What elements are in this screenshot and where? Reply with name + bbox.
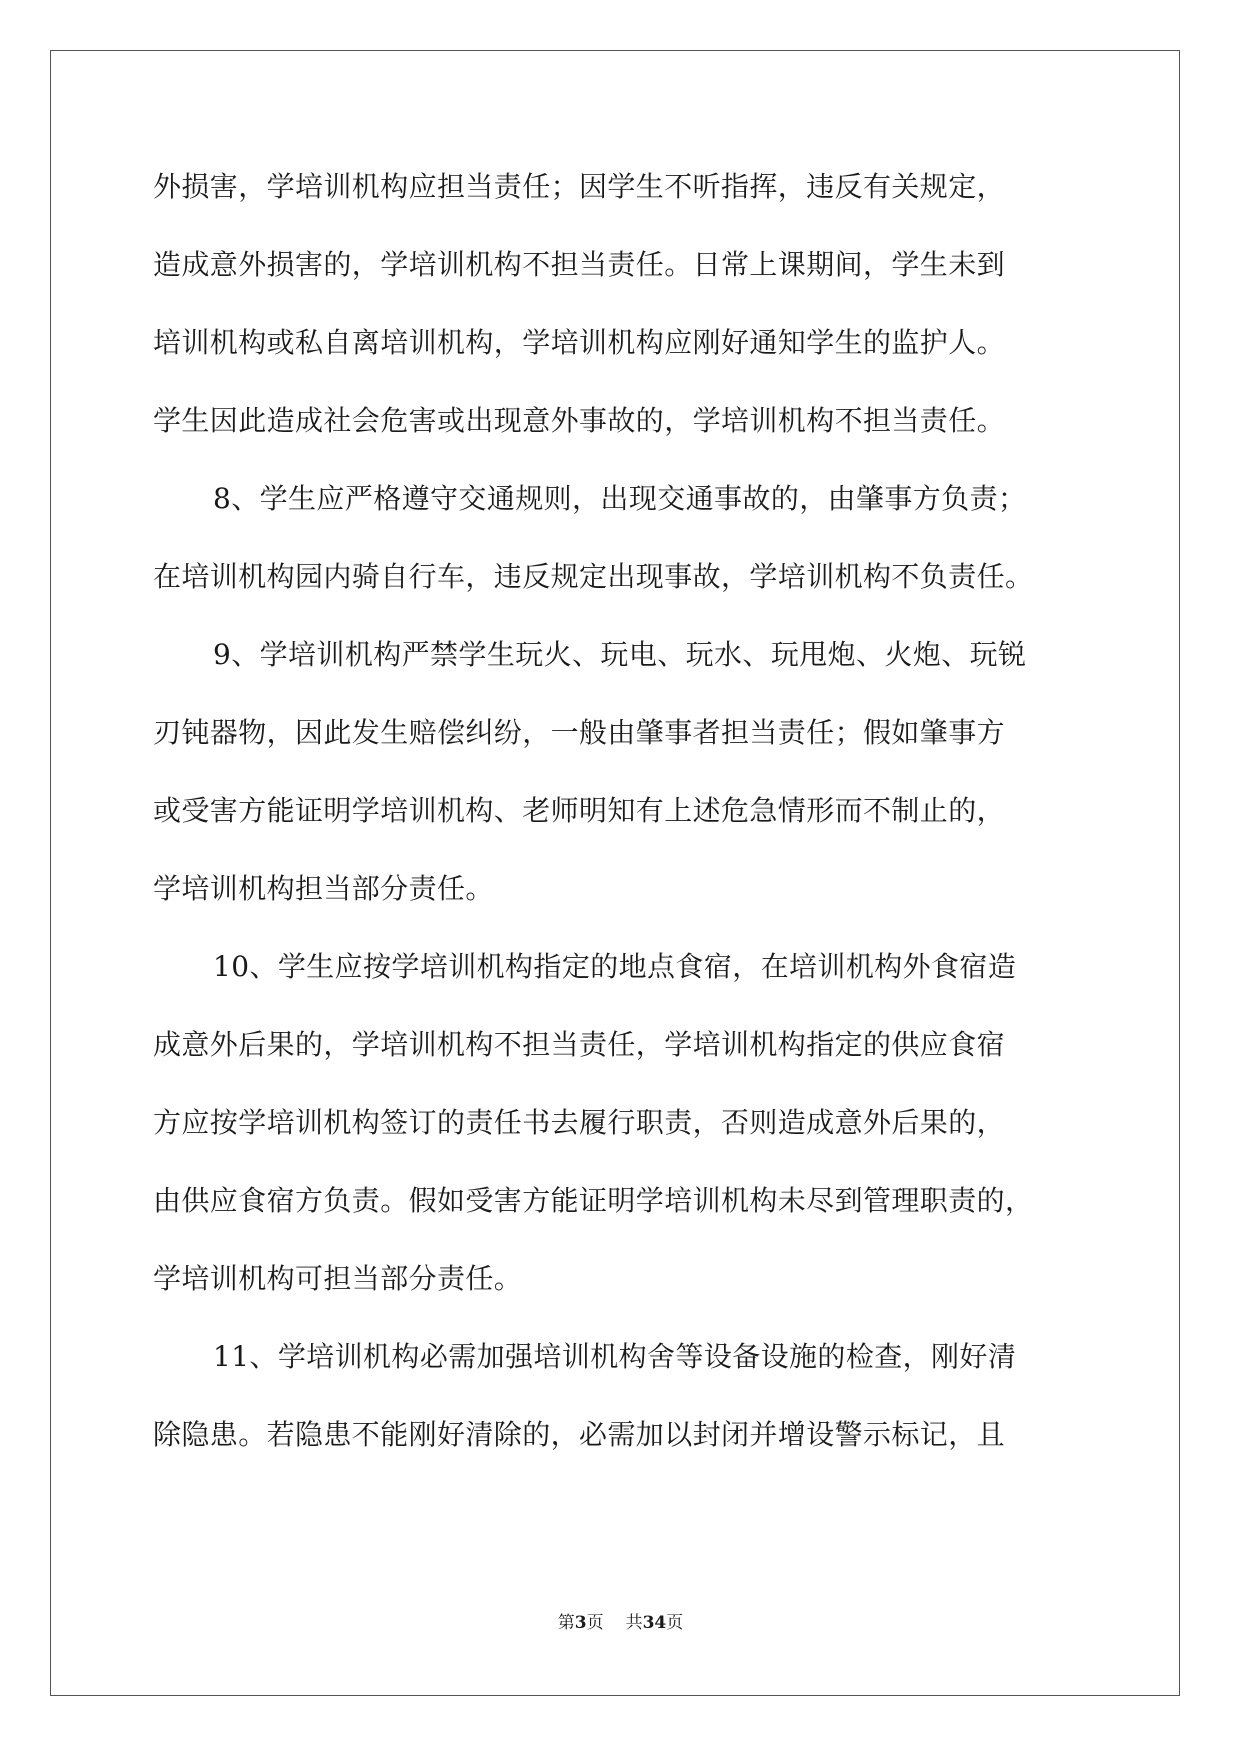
text-line: 培训机构或私自离培训机构，学培训机构应刚好通知学生的监护人。 xyxy=(153,326,1006,359)
paragraph-10-start: 10、学生应按学培训机构指定的地点食宿，在培训机构外食宿造 xyxy=(213,950,1017,983)
text-line: 在培训机构园内骑自行车，违反规定出现事故，学培训机构不负责任。 xyxy=(153,560,1034,593)
page-suffix: 页 xyxy=(586,1613,604,1633)
text-line: 外损害，学培训机构应担当责任；因学生不听指挥，违反有关规定， xyxy=(153,170,1006,203)
total-suffix: 页 xyxy=(666,1613,684,1633)
text-line: 除隐患。若隐患不能刚好清除的，必需加以封闭并增设警示标记，且 xyxy=(153,1418,1006,1451)
text-line: 成意外后果的，学培训机构不担当责任，学培训机构指定的供应食宿 xyxy=(153,1028,1006,1061)
total-prefix: 共 xyxy=(625,1613,643,1633)
text-line: 学培训机构可担当部分责任。 xyxy=(153,1262,523,1295)
text-line: 学培训机构担当部分责任。 xyxy=(153,872,494,905)
text-line: 刃钝器物，因此发生赔偿纠纷，一般由肇事者担当责任；假如肇事方 xyxy=(153,716,1006,749)
text-line: 由供应食宿方负责。假如受害方能证明学培训机构未尽到管理职责的， xyxy=(153,1184,1034,1217)
page-number: 3 xyxy=(574,1613,587,1633)
paragraph-11-start: 11、学培训机构必需加强培训机构舍等设备设施的检查，刚好清 xyxy=(213,1340,1017,1373)
page-footer xyxy=(0,1612,1241,1634)
text-line: 方应按学培训机构签订的责任书去履行职责，否则造成意外后果的， xyxy=(153,1106,1006,1139)
text-line: 造成意外损害的，学培训机构不担当责任。日常上课期间，学生未到 xyxy=(153,248,1006,281)
paragraph-8-start: 8、学生应严格遵守交通规则，出现交通事故的，由肇事方负责； xyxy=(213,482,1027,515)
page-prefix: 第 xyxy=(557,1613,575,1633)
paragraph-9-start: 9、学培训机构严禁学生玩火、玩电、玩水、玩甩炮、火炮、玩锐 xyxy=(213,638,1027,671)
text-line: 或受害方能证明学培训机构、老师明知有上述危急情形而不制止的， xyxy=(153,794,1006,827)
page-total: 34 xyxy=(642,1613,667,1633)
text-line: 学生因此造成社会危害或出现意外事故的，学培训机构不担当责任。 xyxy=(153,404,1006,437)
